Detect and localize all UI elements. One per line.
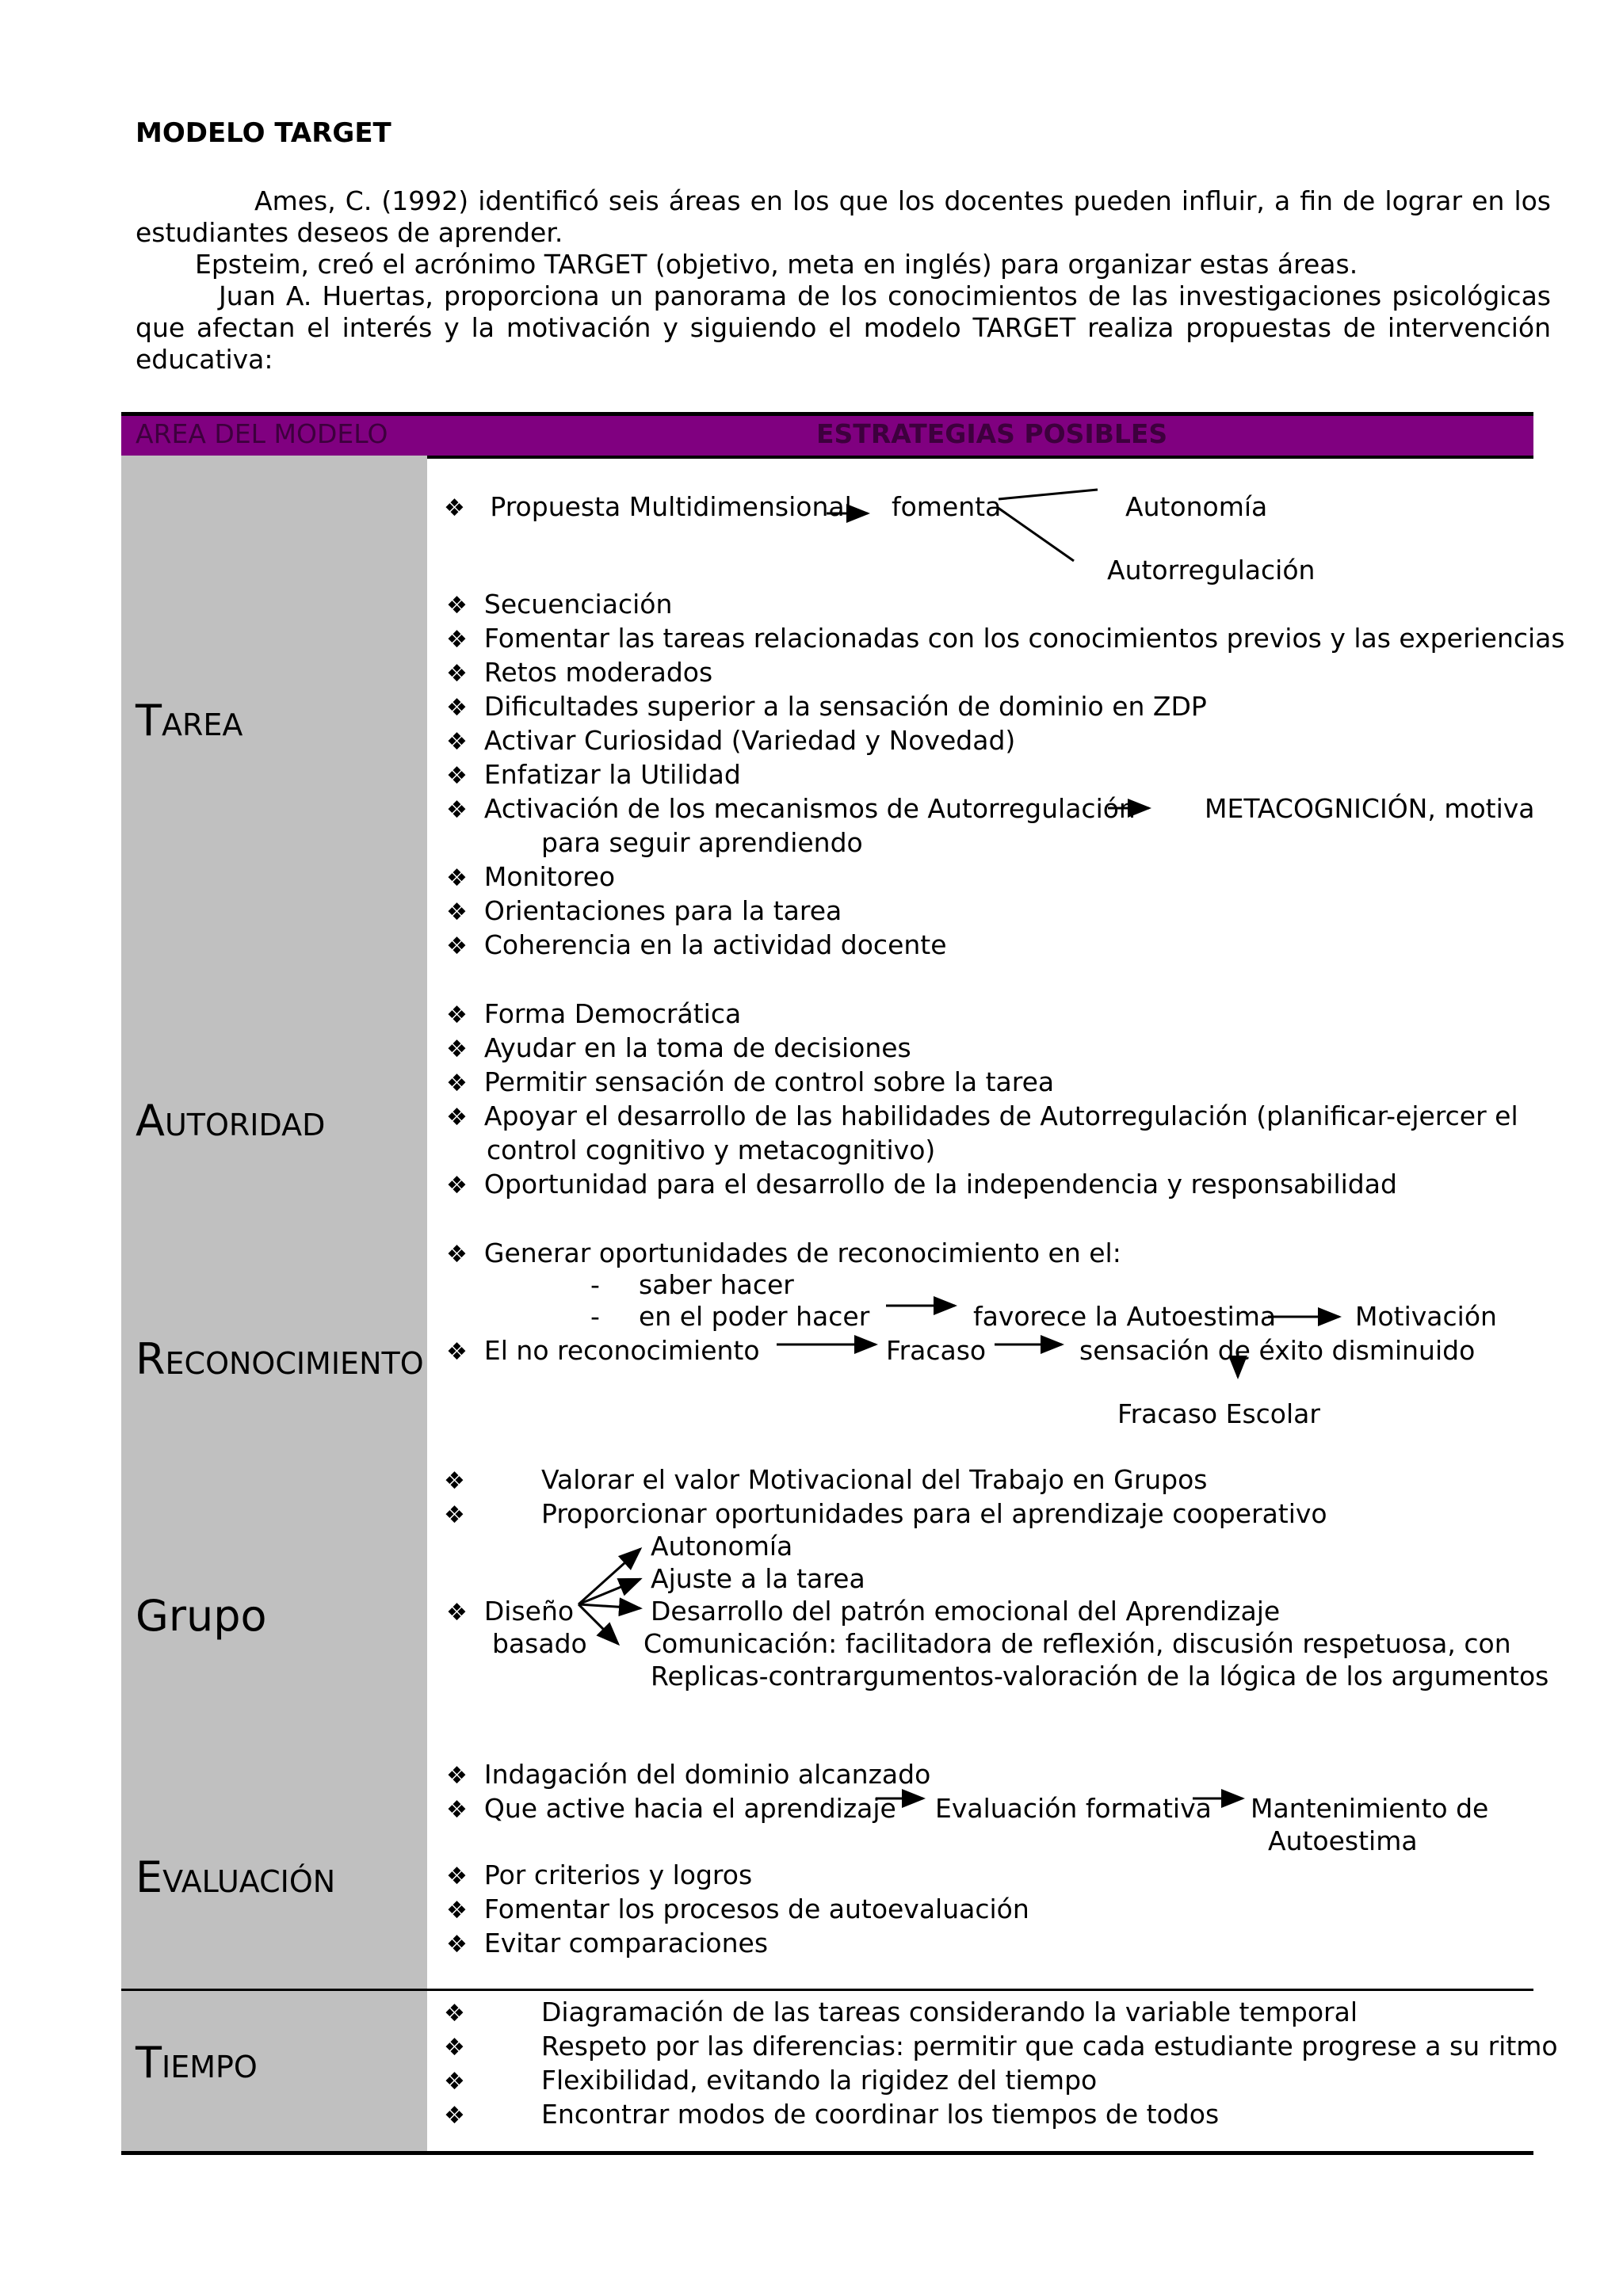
- tiempo-item: Respeto por las diferencias: permitir que cada estudiante progrese a su ritmo: [541, 2031, 1558, 2061]
- reconocimiento-fracaso-escolar: Fracaso Escolar: [1117, 1398, 1320, 1429]
- list-item: ❖ Indagación del dominio alcanzado: [446, 1759, 931, 1790]
- list-item: ❖ Monitoreo: [446, 861, 616, 892]
- tiempo-item: Diagramación de las tareas considerando la variable temporal: [541, 1997, 1358, 2027]
- intro-paragraph-2: Epsteim, creó el acrónimo TARGET (objetivo, meta en inglés) para organizar estas áreas.: [195, 249, 1358, 280]
- list-item: ❖ Por criterios y logros: [446, 1859, 753, 1890]
- list-item: ❖: [444, 2102, 465, 2130]
- reconocimiento-fracaso: Fracaso: [886, 1335, 987, 1366]
- grupo-basado: basado: [492, 1628, 587, 1659]
- list-item: ❖ Ayudar en la toma de decisiones: [446, 1032, 911, 1063]
- reconocimiento-sub1: saber hacer: [639, 1269, 794, 1300]
- tarea-metacognicion-cont: para seguir aprendiendo: [541, 827, 863, 858]
- list-item: ❖ Activación de los mecanismos de Autorregulación: [446, 793, 1136, 824]
- grupo-item2: Proporcionar oportunidades para el aprendizaje cooperativo: [541, 1498, 1327, 1529]
- list-item: ❖: [444, 1467, 465, 1495]
- list-item: ❖ Enfatizar la Utilidad: [446, 759, 741, 790]
- grupo-branch: Replicas-contrargumentos-valoración de la lógica de los argumentos: [651, 1661, 1549, 1691]
- tarea-autorregulacion: Autorregulación: [1107, 555, 1316, 585]
- intro-paragraph-1: Ames, C. (1992) identificó seis áreas en los que los docentes pueden influir, a fin de lograr en los estudiantes deseos de aprender.: [136, 185, 1551, 248]
- area-label-tiempo: TIEMPO: [136, 2038, 258, 2088]
- grupo-branch: Ajuste a la tarea: [651, 1563, 865, 1594]
- intro-paragraph-3: Juan A. Huertas, proporciona un panorama de los conocimientos de las investigaciones psicológicas que afectan el interés y la motivación y siguiendo el modelo TARGET realiza propuestas de intervención educativa:: [136, 280, 1551, 375]
- list-item: ❖ Retos moderados: [446, 657, 713, 688]
- list-item: ❖: [444, 2068, 465, 2096]
- list-item: ❖ Que active hacia el aprendizaje: [446, 1793, 896, 1824]
- reconocimiento-sub2: en el poder hacer: [639, 1301, 870, 1332]
- evaluacion-mantenimiento: Mantenimiento de: [1251, 1793, 1489, 1824]
- list-item: ❖ Dificultades superior a la sensación de dominio en ZDP: [446, 691, 1207, 722]
- area-label-grupo: Grupo: [136, 1591, 267, 1641]
- list-item: ❖: [444, 1501, 465, 1529]
- tiempo-item: Flexibilidad, evitando la rigidez del tiempo: [541, 2065, 1098, 2096]
- list-item: ❖ Coherencia en la actividad docente: [446, 929, 947, 960]
- tarea-autonomia: Autonomía: [1125, 491, 1268, 522]
- reconocimiento-dash: -: [590, 1269, 600, 1300]
- evaluacion-autoestima: Autoestima: [1268, 1825, 1418, 1856]
- evaluacion-formativa: Evaluación formativa: [935, 1793, 1212, 1824]
- tarea-metacognicion: METACOGNICIÓN, motiva: [1205, 793, 1535, 824]
- area-label-tarea: TAREA: [136, 696, 243, 746]
- area-label-evaluacion: EVALUACIÓN: [136, 1852, 336, 1902]
- list-item: ❖ Forma Democrática: [446, 998, 742, 1029]
- tarea-propuesta-row: ❖ Propuesta Multidimensional: [444, 491, 852, 522]
- reconocimiento-favorece: favorece la Autoestima: [973, 1301, 1277, 1332]
- column-header-strategies: ESTRATEGIAS POSIBLES: [816, 418, 1168, 449]
- grupo-branch: Desarrollo del patrón emocional del Aprendizaje: [651, 1596, 1281, 1627]
- reconocimiento-motivacion: Motivación: [1355, 1301, 1497, 1332]
- line-fomenta-autonomia: [999, 490, 1098, 499]
- tarea-fomenta: fomenta: [892, 491, 1002, 522]
- list-item: ❖ Secuenciación: [446, 589, 673, 620]
- column-header-area: AREA DEL MODELO: [136, 418, 388, 449]
- tiempo-item: Encontrar modos de coordinar los tiempos de todos: [541, 2099, 1220, 2130]
- list-item: ❖ Oportunidad para el desarrollo de la independencia y responsabilidad: [446, 1169, 1397, 1199]
- grupo-item1: Valorar el valor Motivacional del Trabajo en Grupos: [541, 1464, 1208, 1495]
- list-item: ❖: [444, 2034, 465, 2061]
- reconocimiento-sensacion: sensación de éxito disminuido: [1079, 1335, 1476, 1366]
- list-item: ❖: [444, 2000, 465, 2027]
- list-item: ❖ Generar oportunidades de reconocimiento en el:: [446, 1238, 1121, 1268]
- arrow-diseno-ajuste: [579, 1579, 640, 1604]
- list-item: ❖ Permitir sensación de control sobre la tarea: [446, 1066, 1055, 1097]
- line-fomenta-autorregulacion: [997, 507, 1074, 561]
- autoridad-item-cont: control cognitivo y metacognitivo): [487, 1135, 936, 1165]
- list-item: ❖ Orientaciones para la tarea: [446, 895, 842, 926]
- grupo-branch: Autonomía: [651, 1531, 793, 1562]
- list-item: ❖ Fomentar los procesos de autoevaluación: [446, 1894, 1029, 1924]
- reconocimiento-dash: -: [590, 1301, 600, 1332]
- list-item: ❖ El no reconocimiento: [446, 1335, 760, 1366]
- list-item: ❖ Activar Curiosidad (Variedad y Novedad): [446, 725, 1016, 756]
- arrow-diseno-desarrollo: [579, 1604, 640, 1608]
- grupo-diseno: ❖ Diseño: [446, 1596, 575, 1627]
- list-item: ❖ Fomentar las tareas relacionadas con los conocimientos previos y las experiencias: [446, 623, 1565, 654]
- grupo-branch: Comunicación: facilitadora de reflexión, discusión respetuosa, con: [643, 1628, 1511, 1659]
- area-label-autoridad: AUTORIDAD: [136, 1096, 326, 1146]
- page-title: MODELO TARGET: [136, 117, 391, 149]
- area-label-reconocimiento: RECONOCIMIENTO: [136, 1334, 424, 1384]
- list-item: ❖ Evitar comparaciones: [446, 1928, 769, 1958]
- arrow-diseno-comunicacion: [579, 1604, 618, 1644]
- arrow-diseno-autonomia: [579, 1549, 640, 1604]
- list-item: ❖ Apoyar el desarrollo de las habilidades de Autorregulación (planificar-ejercer el: [446, 1100, 1518, 1131]
